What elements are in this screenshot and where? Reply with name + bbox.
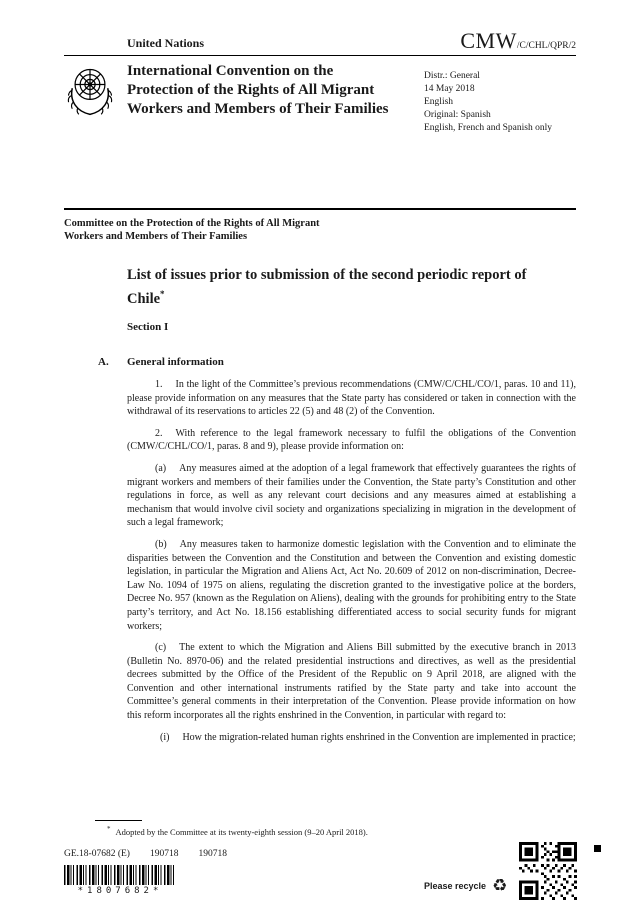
paragraph-text: In the light of the Committee’s previous recommendations (CMW/C/CHL/CO/1, paras. 10 and 11), please provide information on any measures that the State party has considered or taken in connection with the withdrawal of its reservations to articles 22 (5) and 48 (2) of the Convention. (127, 379, 576, 418)
recycle-icon: ♻ (492, 876, 508, 895)
date-line: 14 May 2018 (424, 84, 475, 94)
paragraph-number: (i) (160, 731, 170, 743)
footnote-divider (95, 820, 142, 821)
document-symbol (460, 28, 576, 54)
ge-number: GE.18-07682 (E) (64, 849, 130, 859)
paragraph-number: 2. (155, 427, 163, 439)
distr-line: Distr.: General (424, 71, 480, 81)
paragraph-text: How the migration-related human rights enshrined in the Convention are implemented in practice; (182, 731, 576, 743)
distribution-info (424, 70, 584, 135)
document-symbol-main: CMW (460, 28, 517, 53)
section-heading: Section I (127, 321, 169, 333)
ge-reference-line (64, 849, 247, 859)
footnote-marker: * (107, 825, 111, 833)
paragraph-text: With reference to the legal framework necessary to fulfil the obligations of the Convention (CMW/C/CHL/CO/1, paras. 8 and 9), please provide information on: (127, 427, 576, 453)
barcode-text: *1807682* (77, 886, 163, 896)
subsection-label: A. (98, 356, 109, 368)
committee-name: Committee on the Protection of the Rights of All Migrant Workers and Members of Their Families (64, 218, 320, 242)
paragraph-text: Any measures aimed at the adoption of a legal framework that effectively guarantees the rights of migrant workers and members of their families under the Convention, the State party’s Constitution and other regulations in force, as well as any relevant court decisions and any measures aimed at establishing a mechanism that would involve civil society and organizations specializing in migration in the development of such a legal framework; (127, 462, 576, 529)
subsection-heading (98, 356, 224, 368)
print-date-1: 190718 (149, 849, 179, 859)
paragraph-1 (127, 378, 576, 419)
document-symbol-suffix: /C/CHL/QPR/2 (516, 41, 576, 51)
convention-title: International Convention on the Protection of the Rights of All Migrant Workers and Members of Their Families (127, 63, 389, 117)
header-divider (64, 55, 576, 56)
recycle-label: Please recycle (424, 881, 487, 891)
paragraph-number: (b) (155, 538, 167, 550)
paragraph-number: (c) (155, 642, 167, 654)
original-language-line: Original: Spanish (424, 110, 491, 120)
document-title-text: List of issues prior to submission of the second periodic report of Chile (127, 267, 527, 307)
title-footnote-marker: * (160, 289, 165, 299)
registration-mark (594, 845, 601, 852)
paragraph-2b (127, 538, 576, 633)
document-title (127, 266, 567, 309)
recycle-notice (424, 876, 507, 896)
un-emblem-icon (62, 62, 118, 120)
print-date-2: 190718 (198, 849, 227, 859)
paragraph-2 (127, 427, 576, 454)
barcode (64, 865, 176, 885)
footnote-text: Adopted by the Committee at its twenty-eighth session (9–20 April 2018). (115, 826, 368, 837)
paragraph-2a (127, 462, 576, 530)
languages-note-line: English, French and Spanish only (424, 123, 552, 133)
language-line: English (424, 97, 454, 107)
paragraph-text: Any measures taken to harmonize domestic legislation with the Convention and to eliminate the disparities between the Convention and the Constitution and between the Convention and existing domestic legislation, in particular the Migration and Aliens Act, Act No. 20.609 of 2012 on non-discrimination, Decree-Law No. 1094 of 1975 on aliens, regulating the discretion granted to the investigative police at the borders, Decree No. 957 (known as the Regulation on Aliens), dealing with the grounds for prohibiting entry to the State party’s territory, and Act No. 18.156 establishing differentiated access to social security funds for migrant workers; (127, 538, 576, 632)
section-divider (64, 208, 576, 210)
org-name: United Nations (127, 36, 205, 50)
subsection-title: General information (127, 356, 224, 368)
footnote (95, 825, 525, 837)
body-text (127, 378, 576, 744)
paragraph-2c (127, 641, 576, 723)
paragraph-text: The extent to which the Migration and Aliens Bill submitted by the executive branch in 2013 (Bulletin No. 8970-06) and the related presidential instructions and directives, as well as the presidential decrees submitted by the Office of the President of the Republic on 9 April 2018, are aligned with the Convention and other international instruments ratified by the State party and take into account the Committee’s general comments in their interpretation of the Convention. Please provide information on how this reform incorporates all the rights enshrined in the Convention, in particular with regard to: (127, 642, 576, 722)
paragraph-2c-i (127, 731, 576, 745)
paragraph-number: 1. (155, 379, 163, 390)
qr-code (519, 842, 577, 900)
paragraph-number: (a) (155, 462, 167, 474)
